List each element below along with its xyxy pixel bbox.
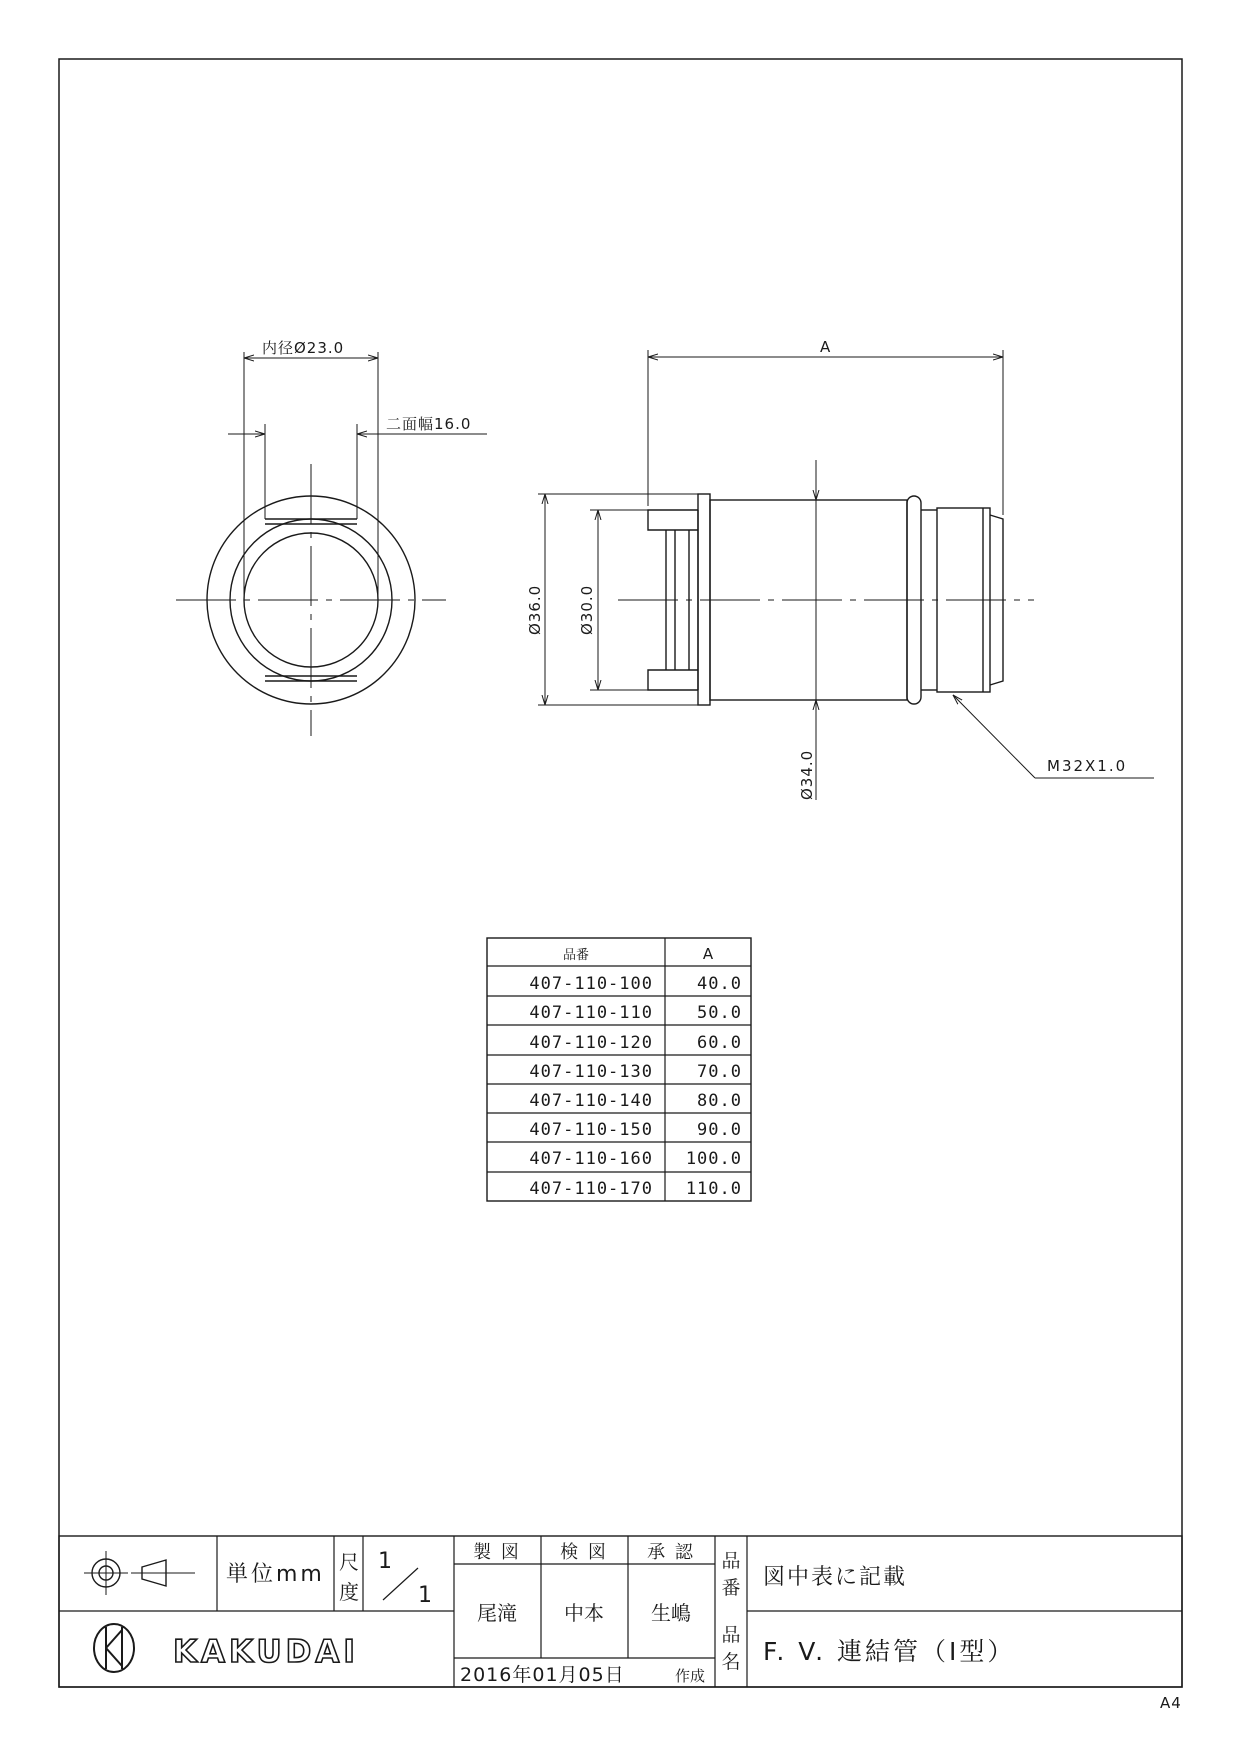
table-cell-a: 100.0 [685, 1149, 742, 1169]
checked-label: 検 図 [560, 1542, 608, 1563]
table-cell-part-no: 407-110-110 [529, 1003, 653, 1023]
part-name-label-1: 品 [721, 1624, 741, 1646]
date-label: 2016年01月05日 [460, 1664, 625, 1686]
table-cell-part-no: 407-110-130 [529, 1062, 653, 1082]
table-cell-a: 60.0 [697, 1033, 742, 1053]
checked-by: 中本 [564, 1601, 604, 1625]
table-header-a: A [702, 945, 714, 963]
scale-denominator: 1 [418, 1583, 432, 1608]
approved-by: 生嶋 [651, 1601, 691, 1625]
table-header-part-no: 品番 [562, 948, 590, 963]
diameter-34-label: Ø34.0 [798, 749, 816, 800]
side-view [526, 338, 1154, 800]
table-cell-part-no: 407-110-170 [529, 1179, 653, 1199]
part-name-label-2: 名 [721, 1651, 741, 1673]
drawing-frame [59, 59, 1182, 1687]
length-dimension-label: A [820, 338, 831, 356]
scale-label-2: 度 [339, 1580, 359, 1604]
sheet-size-label: A4 [1160, 1694, 1182, 1712]
part-no-value: 図中表に記載 [763, 1565, 908, 1590]
table-cell-part-no: 407-110-100 [529, 974, 653, 994]
projection-symbol-icon [84, 1551, 195, 1595]
table-cell-part-no: 407-110-140 [529, 1091, 653, 1111]
part-name-value: F. V. 連結管（I型） [763, 1637, 1016, 1666]
table-cell-part-no: 407-110-150 [529, 1120, 653, 1140]
front-view [176, 339, 487, 736]
part-no-label-1: 品 [721, 1550, 741, 1572]
thread-spec-label: M32X1.0 [1047, 757, 1128, 775]
across-flats-label: 二面幅16.0 [386, 415, 472, 433]
table-cell-part-no: 407-110-160 [529, 1149, 653, 1169]
scale-numerator: 1 [378, 1549, 392, 1574]
table-cell-a: 90.0 [697, 1120, 742, 1140]
kakudai-logo-icon [94, 1624, 359, 1672]
created-label: 作成 [675, 1667, 706, 1685]
parts-table [487, 938, 751, 1201]
unit-label: 単位mm [226, 1562, 325, 1587]
table-cell-a: 110.0 [685, 1179, 742, 1199]
diameter-30-label: Ø30.0 [578, 584, 596, 635]
drawn-by: 尾滝 [477, 1601, 517, 1625]
scale-label-1: 尺 [339, 1550, 359, 1574]
part-no-label-2: 番 [721, 1577, 741, 1599]
table-cell-a: 70.0 [697, 1062, 742, 1082]
drawn-label: 製 図 [473, 1542, 521, 1563]
diameter-36-label: Ø36.0 [526, 584, 544, 635]
table-cell-a: 80.0 [697, 1091, 742, 1111]
title-block [59, 1536, 1182, 1687]
approved-label: 承 認 [647, 1542, 695, 1563]
table-cell-a: 50.0 [697, 1003, 742, 1023]
table-cell-a: 40.0 [697, 974, 742, 994]
inner-diameter-label: 内径Ø23.0 [262, 339, 345, 357]
table-cell-part-no: 407-110-120 [529, 1033, 653, 1053]
brand-name: KAKUDAI [173, 1634, 359, 1670]
